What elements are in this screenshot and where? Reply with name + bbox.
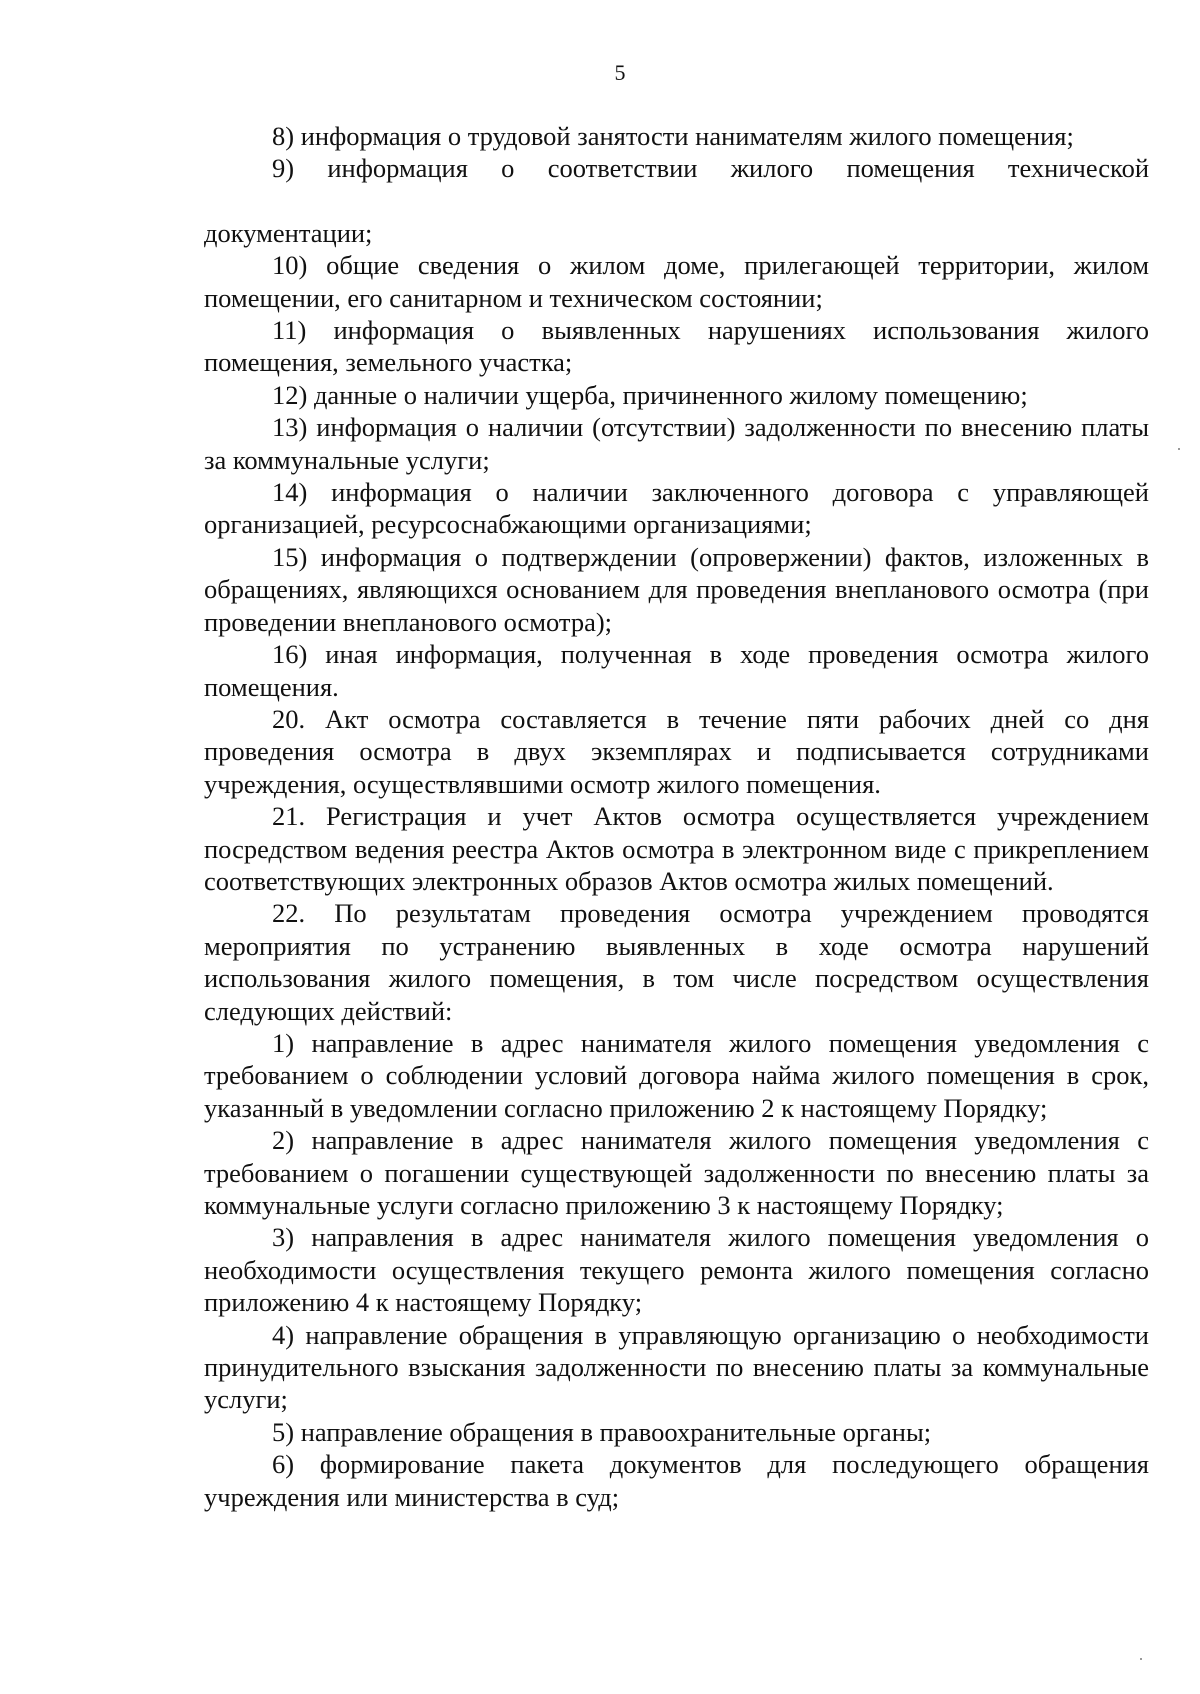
paragraph-action-1: 1) направление в адрес нанимателя жилого помещения уведомления с требованием о соблюдении условий договора найма жилого помещения в срок, указанный в уведомлении согласно приложению 2 к настоящему Порядку; (204, 1027, 1149, 1123)
paragraph-action-5: 5) направление обращения в правоохранительные органы; (272, 1416, 932, 1447)
paragraph-item-11: 11) информация о выявленных нарушениях использования жилого помещения, земельного участка; (204, 315, 1149, 378)
paragraph-clause-20: 20. Акт осмотра составляется в течение пяти рабочих дней со дня проведения осмотра в двух экземплярах и подписывается сотрудниками учреждения, осуществлявшими осмотр жилого помещения. (204, 703, 1149, 799)
paragraph-item-10: 10) общие сведения о жилом доме, прилегающей территории, жилом помещении, его санитарном и техническом состоянии; (204, 250, 1149, 313)
paragraph-action-3: 3) направления в адрес нанимателя жилого помещения уведомления о необходимости осуществления текущего ремонта жилого помещения согласно приложению 4 к настоящему Порядку; (204, 1222, 1149, 1318)
document-body (204, 120, 1149, 1513)
page-number: 5 (614, 60, 626, 85)
paragraph-action-2: 2) направление в адрес нанимателя жилого помещения уведомления с требованием о погашении существующей задолженности по внесению платы за коммунальные услуги согласно приложению 3 к настоящему Порядку; (204, 1125, 1149, 1220)
scan-speck (1178, 448, 1180, 450)
paragraph-item-16: 16) иная информация, полученная в ходе проведения осмотра жилого помещения. (204, 639, 1149, 702)
paragraph-action-4: 4) направление обращения в управляющую организацию о необходимости принудительного взыскания задолженности по внесению платы за коммунальные услуги; (204, 1319, 1149, 1415)
scan-speck (1140, 1658, 1142, 1660)
paragraph-item-12: 12) данные о наличии ущерба, причиненного жилому помещению; (272, 379, 1028, 410)
paragraph-item-14: 14) информация о наличии заключенного договора с управляющей организацией, ресурсоснабжающими организациями; (204, 477, 1149, 540)
paragraph-clause-22: 22. По результатам проведения осмотра учреждением проводятся мероприятия по устранению выявленных в ходе осмотра нарушений использования жилого помещения, в том числе посредством осуществления следующих действий: (204, 898, 1149, 1026)
paragraph-item-15: 15) информация о подтверждении (опровержении) фактов, изложенных в обращениях, являющихся основанием для проведения внепланового осмотра (при проведении внепланового осмотра); (204, 541, 1149, 637)
paragraph-action-6: 6) формирование пакета документов для последующего обращения учреждения или министерства в суд; (204, 1449, 1149, 1512)
paragraph-item-13: 13) информация о наличии (отсутствии) задолженности по внесению платы за коммунальные услуги; (204, 412, 1149, 475)
paragraph-item-9: 9) информация о соответствии жилого помещения технической (272, 153, 1149, 184)
paragraph-item-8: 8) информация о трудовой занятости нанимателям жилого помещения; (272, 121, 1074, 151)
paragraph-clause-21: 21. Регистрация и учет Актов осмотра осуществляется учреждением посредством ведения реестра Актов осмотра в электронном виде с прикреплением соответствующих электронных образов Актов осмотра жилых помещений. (204, 801, 1149, 896)
paragraph-item-9-continuation: документации; (204, 217, 373, 248)
